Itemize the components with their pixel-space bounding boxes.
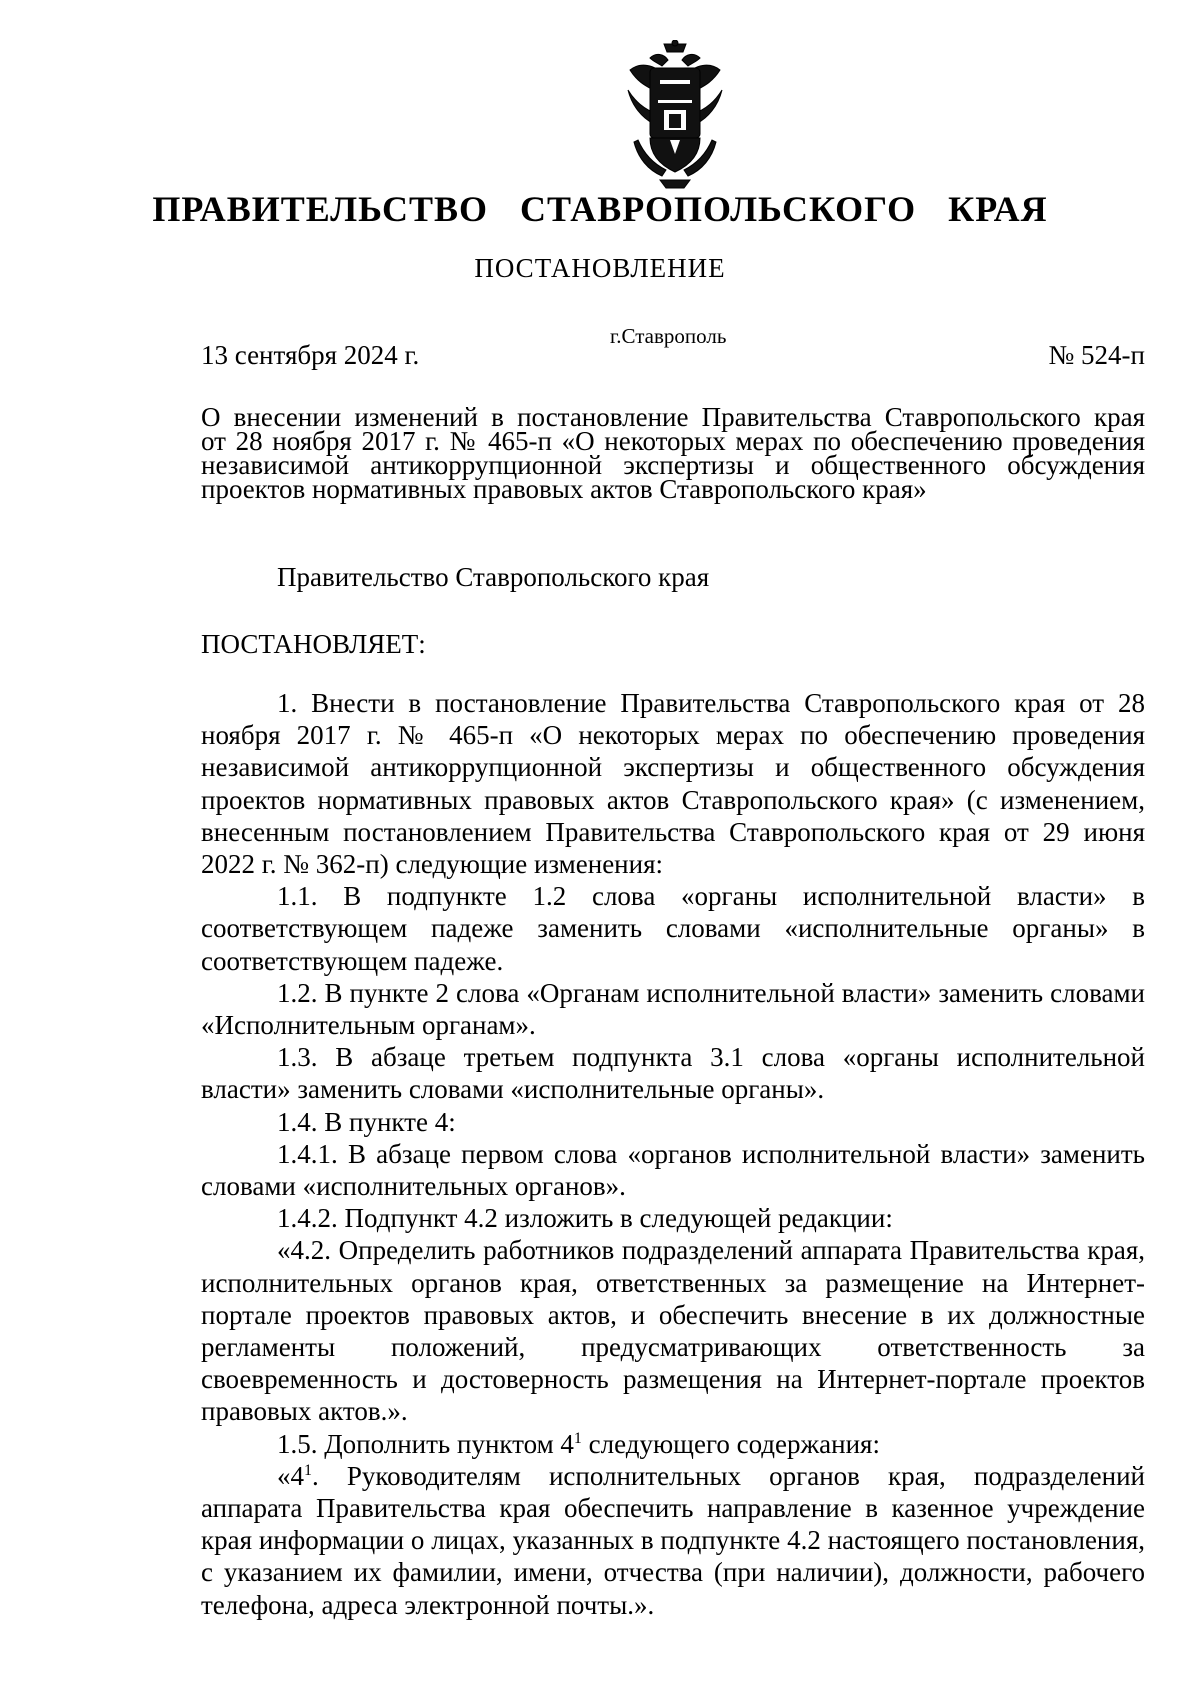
paragraph-1-4: 1.4. В пункте 4: xyxy=(277,1106,456,1137)
document-number: № 524-п xyxy=(1048,340,1145,370)
subject-line: независимой антикоррупционной экспертизы и общественного обсуждения xyxy=(201,450,1145,480)
paragraph-1-3: 1.3. В абзаце третьем подпункта 3.1 слова «органы исполнительной власти» заменить словами «исполнительные органы». xyxy=(201,1042,1145,1105)
superscript: 1 xyxy=(304,1461,312,1479)
paragraph-1-5-text: следующего содержания: xyxy=(581,1428,880,1459)
paragraph-1-2: 1.2. В пункте 2 слова «Органам исполнительной власти» заменить словами «Исполнительным органам». xyxy=(201,977,1145,1041)
subject-line: О внесении изменений в постановление Правительства Ставропольского края xyxy=(201,402,1145,432)
document-subject xyxy=(201,402,1145,504)
document-type: ПОСТАНОВЛЕНИЕ xyxy=(474,253,726,283)
paragraph-1-1: 1.1. В подпункте 1.2 слова «органы исполнительной власти» в соответствующем падеже заменить словами «исполнительные органы» в соответствующем падеже. xyxy=(201,881,1145,976)
paragraph-1-4-1: 1.4.1. В абзаце первом слова «органов исполнительной власти» заменить словами «исполнительных органов». xyxy=(201,1138,1145,1202)
quote-4-1-text: . Руководителям исполнительных органов края, подразделений аппарата Правительства края обеспечить направление в казенное учреждение края информации о лицах, указанных в подпункте 4.2 настоящего постановления, с указанием их фамилии, имени, отчества (при наличии), должности, рабочего телефона, адреса электронной почты.». xyxy=(201,1460,1145,1620)
paragraph-1-4-2: 1.4.2. Подпункт 4.2 изложить в следующей редакции: xyxy=(277,1203,893,1234)
subject-line: проектов нормативных правовых актов Ставропольского края» xyxy=(201,474,927,504)
paragraph-1-5-text: 1.5. Дополнить пунктом 4 xyxy=(277,1428,574,1459)
paragraph-1: 1. Внести в постановление Правительства Ставропольского края от 28 ноября 2017 г. № 465-п «О некоторых мерах по обеспечению проведения независимой антикоррупционной экспертизы и общественного обсуждения проектов нормативных правовых актов Ставропольского края» (с изменением, внесенным постановлением Правительства Ставропольского края от 29 июня 2022 г. № 362-п) следующие изменения: xyxy=(201,688,1145,880)
quote-4-1-text: «4 xyxy=(277,1460,304,1491)
quote-4-1 xyxy=(201,1460,1145,1621)
document-body xyxy=(201,687,1145,1621)
paragraph-1-5 xyxy=(201,1428,1145,1460)
preamble-decrees: ПОСТАНОВЛЯЕТ: xyxy=(201,629,426,659)
quote-4-2: «4.2. Определить работников подразделений аппарата Правительства края, исполнительных органов края, ответственных за размещение на Интернет-портале проектов правовых актов, и обеспечить внесение в их должностные регламенты положений, предусматривающих ответственность за своевременность и достоверность размещения на Интернет-портале проектов правовых актов.». xyxy=(201,1235,1145,1427)
stavropol-coat-of-arms-icon xyxy=(620,40,730,190)
superscript: 1 xyxy=(573,1429,582,1447)
government-title: ПРАВИТЕЛЬСТВО СТАВРОПОЛЬСКОГО КРАЯ xyxy=(152,189,1048,229)
subject-line: от 28 ноября 2017 г. № 465-п «О некоторых мерах по обеспечению проведения xyxy=(201,426,1145,456)
document-city: г.Ставрополь xyxy=(610,324,727,348)
document-date: 13 сентября 2024 г. xyxy=(201,340,420,370)
preamble-government: Правительство Ставропольского края xyxy=(277,562,710,592)
